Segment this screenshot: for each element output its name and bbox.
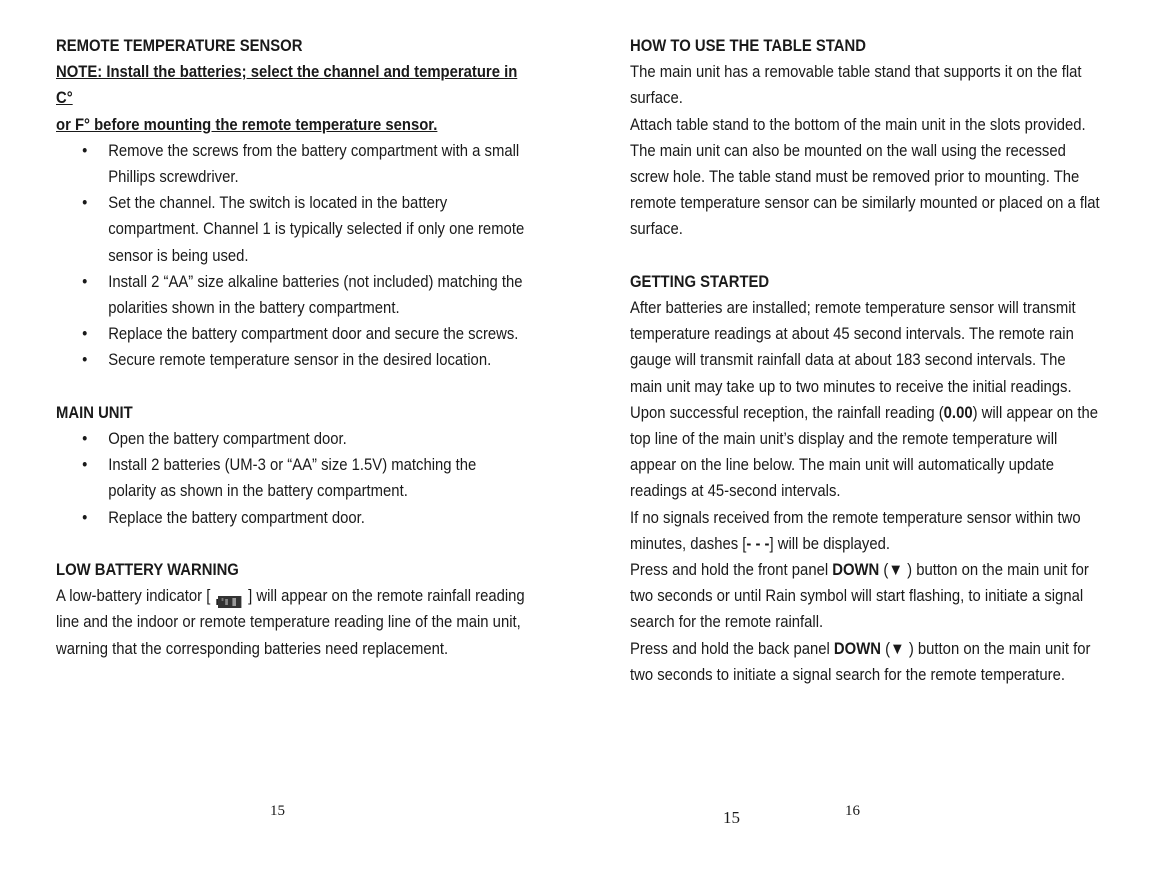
bullet-icon: •	[82, 194, 88, 213]
bullet-icon: •	[82, 456, 88, 475]
list-item: • Remove the screws from the battery compartment with a small Phillips screwdriver.	[56, 138, 526, 190]
getting-started-para2: If no signals received from the remote temperature sensor within two minutes, dashes [- - -] will be displayed.	[630, 508, 1081, 553]
page-number-middle: 15	[723, 808, 740, 827]
table-stand-heading: HOW TO USE THE TABLE STAND	[630, 37, 866, 55]
remote-sensor-steps	[56, 138, 526, 374]
low-battery-icon	[216, 590, 243, 602]
list-item: • Replace the battery compartment door and secure the screws.	[56, 321, 526, 347]
main-unit-heading: MAIN UNIT	[56, 403, 133, 422]
list-item: • Replace the battery compartment door.	[56, 505, 526, 531]
remote-sensor-heading: REMOTE TEMPERATURE SENSOR	[56, 37, 303, 55]
list-item: • Install 2 “AA” size alkaline batteries (not included) matching the polarities shown in the battery compartment.	[56, 269, 526, 321]
low-battery-heading: LOW BATTERY WARNING	[56, 561, 239, 580]
page-number-left: 15	[270, 803, 285, 819]
getting-started-para4: Press and hold the back panel DOWN (▼ ) button on the main unit for two seconds to initiate a signal search for the remote temperature.	[630, 639, 1091, 684]
getting-started-para1: After batteries are installed; remote temperature sensor will transmit temperature readings at about 45 second intervals. The remote rain gauge will transmit rainfall data at about 183 second intervals. The main unit may take up to two minutes to receive the initial readings. Upon successful reception, the rainfall reading (0.00) will appear on the top line of the main unit’s display and the remote temperature will appear on the line below. The main unit will automatically update readings at 45-second intervals.	[630, 299, 1099, 501]
list-item: • Set the channel. The switch is located in the battery compartment. Channel 1 is typically selected if only one remote sensor is being used.	[56, 190, 526, 269]
table-stand-para2: Attach table stand to the bottom of the main unit in the slots provided.	[630, 115, 1086, 134]
bullet-icon: •	[82, 141, 88, 160]
main-unit-steps	[56, 426, 526, 531]
table-stand-para3: The main unit can also be mounted on the wall using the recessed screw hole. The table stand must be removed prior to mounting. The remote temperature sensor can be similarly mounted or placed on a flat surface.	[630, 141, 1100, 239]
table-stand-para1: The main unit has a removable table stand that supports it on the flat surface.	[630, 63, 1082, 108]
left-page	[56, 33, 526, 662]
bullet-icon: •	[82, 325, 88, 344]
page-number-right: 16	[845, 803, 860, 819]
right-page	[630, 33, 1100, 688]
list-item: • Install 2 batteries (UM-3 or “AA” size 1.5V) matching the polarity as shown in the battery compartment.	[56, 452, 526, 504]
list-item: • Secure remote temperature sensor in the desired location.	[56, 347, 526, 373]
bullet-icon: •	[82, 508, 88, 527]
getting-started-para3: Press and hold the front panel DOWN (▼ ) button on the main unit for two seconds or until Rain symbol will start flashing, to initiate a signal search for the remote rainfall.	[630, 561, 1089, 632]
bullet-icon: •	[82, 430, 88, 449]
low-battery-text: A low-battery indicator [ ] will appear on the remote rainfall reading line and the indoor or remote temperature reading line of the main unit, warning that the corresponding batteries need replacement.	[56, 587, 525, 658]
list-item: • Open the battery compartment door.	[56, 426, 526, 452]
getting-started-heading: GETTING STARTED	[630, 272, 770, 291]
remote-sensor-note-line2: or F° before mounting the remote temperature sensor.	[56, 115, 438, 134]
bullet-icon: •	[82, 351, 88, 370]
bullet-icon: •	[82, 272, 88, 291]
remote-sensor-note-line1: NOTE: Install the batteries; select the channel and temperature in C°	[56, 63, 518, 108]
